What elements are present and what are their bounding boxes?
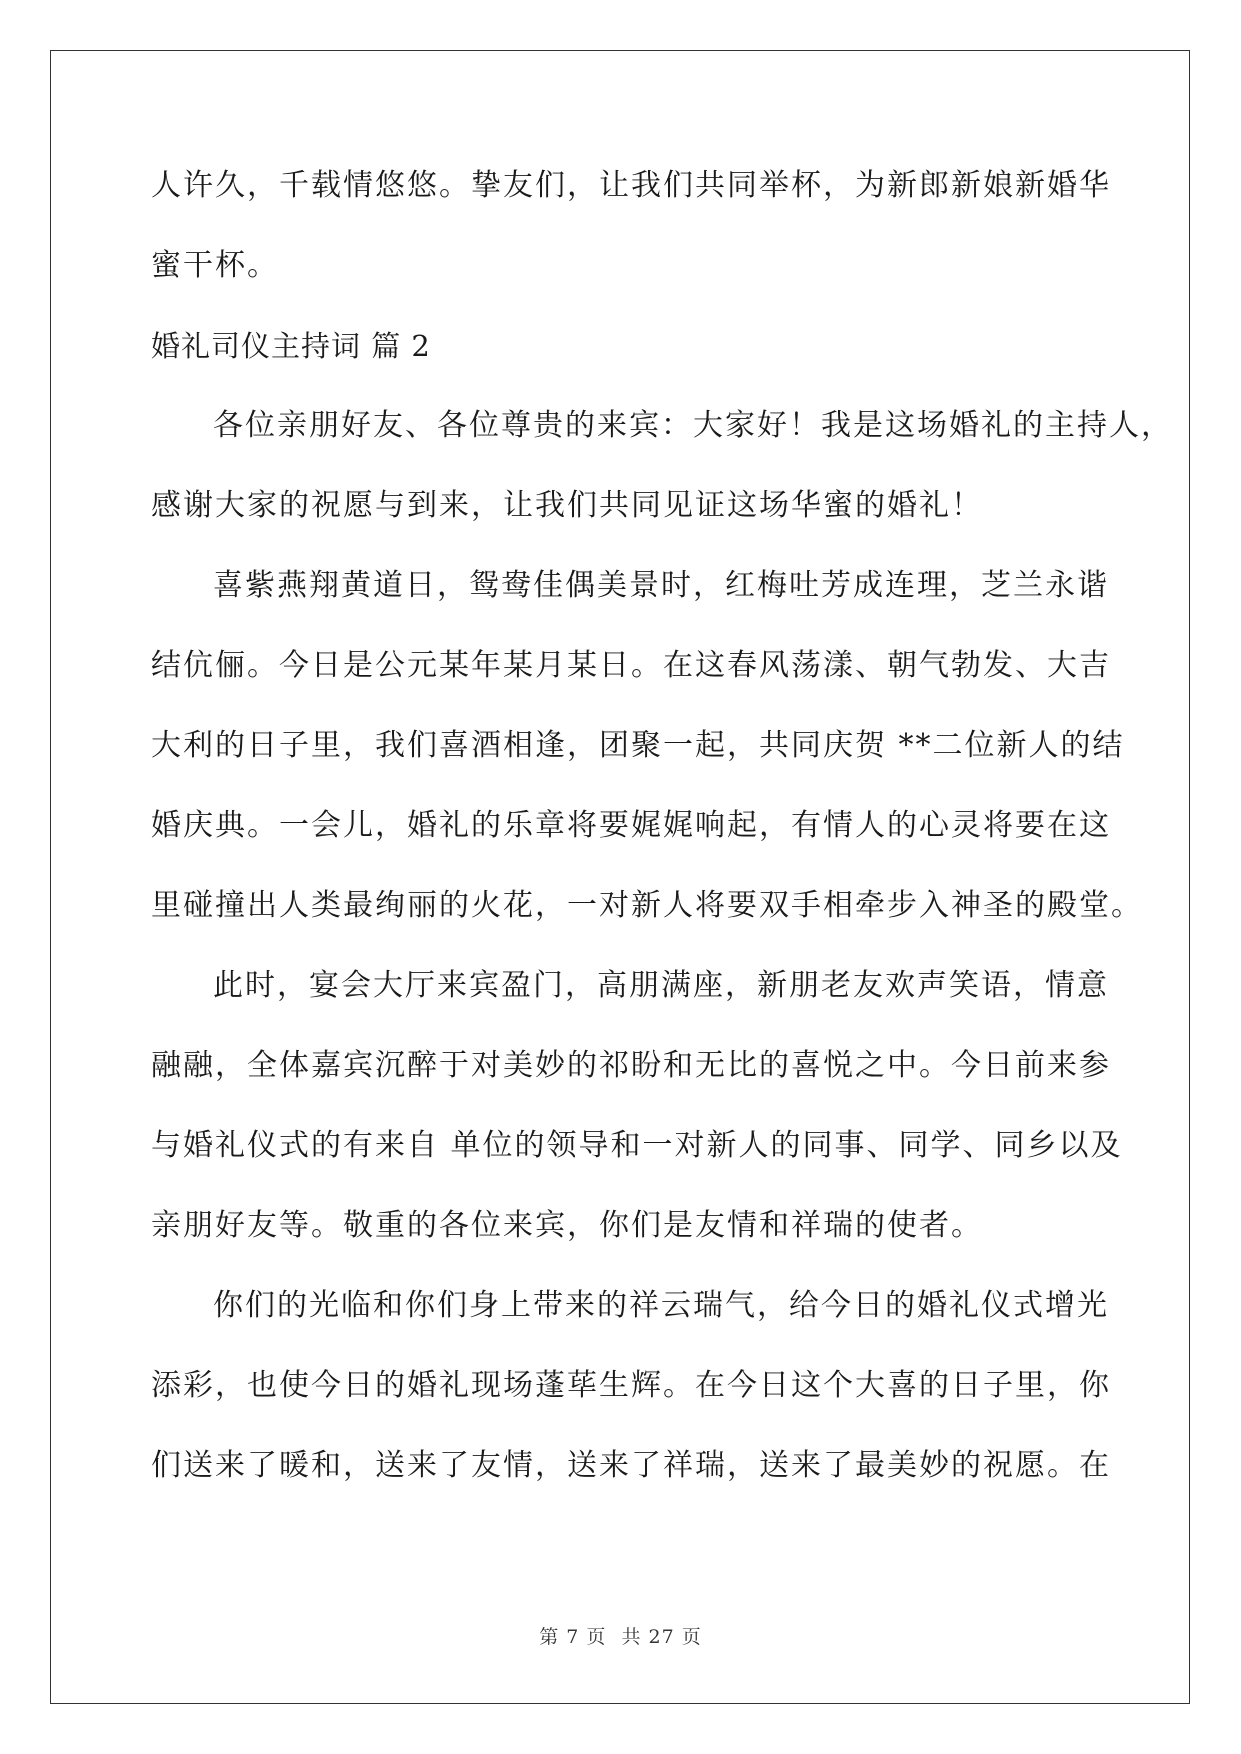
text-line: 里碰撞出人类最绚丽的火花，一对新人将要双手相牵步入神圣的殿堂。 (151, 888, 1143, 923)
page-footer (0, 1622, 1241, 1649)
text-line: 人许久，千载情悠悠。挚友们，让我们共同举杯，为新郎新娘新婚华 (151, 168, 1111, 203)
text-line: 婚庆典。一会儿，婚礼的乐章将要娓娓响起，有情人的心灵将要在这 (151, 808, 1111, 843)
text-line: 各位亲朋好友、各位尊贵的来宾：大家好！我是这场婚礼的主持人， (213, 408, 1173, 443)
document-body (151, 160, 1173, 1492)
text-line: 添彩，也使今日的婚礼现场蓬荜生辉。在今日这个大喜的日子里，你 (151, 1368, 1111, 1403)
text-line: 喜紫燕翔黄道日，鸳鸯佳偶美景时，红梅吐芳成连理，芝兰永谐 (213, 568, 1109, 603)
text-line: 融融，全体嘉宾沉醉于对美妙的祁盼和无比的喜悦之中。今日前来参 (151, 1048, 1111, 1083)
section-heading: 婚礼司仪主持词 篇 2 (151, 329, 431, 363)
text-line: 与婚礼仪式的有来自 单位的领导和一对新人的同事、同学、同乡以及 (151, 1128, 1123, 1163)
text-line: 你们的光临和你们身上带来的祥云瑞气，给今日的婚礼仪式增光 (213, 1288, 1109, 1323)
page-total: 共 27 页 (621, 1626, 702, 1648)
text-line: 大利的日子里，我们喜酒相逢，团聚一起，共同庆贺 **二位新人的结 (151, 728, 1125, 763)
text-line: 此时，宴会大厅来宾盈门，高朋满座，新朋老友欢声笑语，情意 (213, 968, 1109, 1003)
text-line: 蜜干杯。 (151, 248, 279, 283)
text-line: 感谢大家的祝愿与到来，让我们共同见证这场华蜜的婚礼！ (151, 488, 983, 523)
text-line: 亲朋好友等。敬重的各位来宾，你们是友情和祥瑞的使者。 (151, 1208, 983, 1243)
text-line: 们送来了暖和，送来了友情，送来了祥瑞，送来了最美妙的祝愿。在 (151, 1448, 1111, 1483)
page-number: 第 7 页 (539, 1626, 607, 1648)
text-line: 结伉俪。今日是公元某年某月某日。在这春风荡漾、朝气勃发、大吉 (151, 648, 1111, 683)
